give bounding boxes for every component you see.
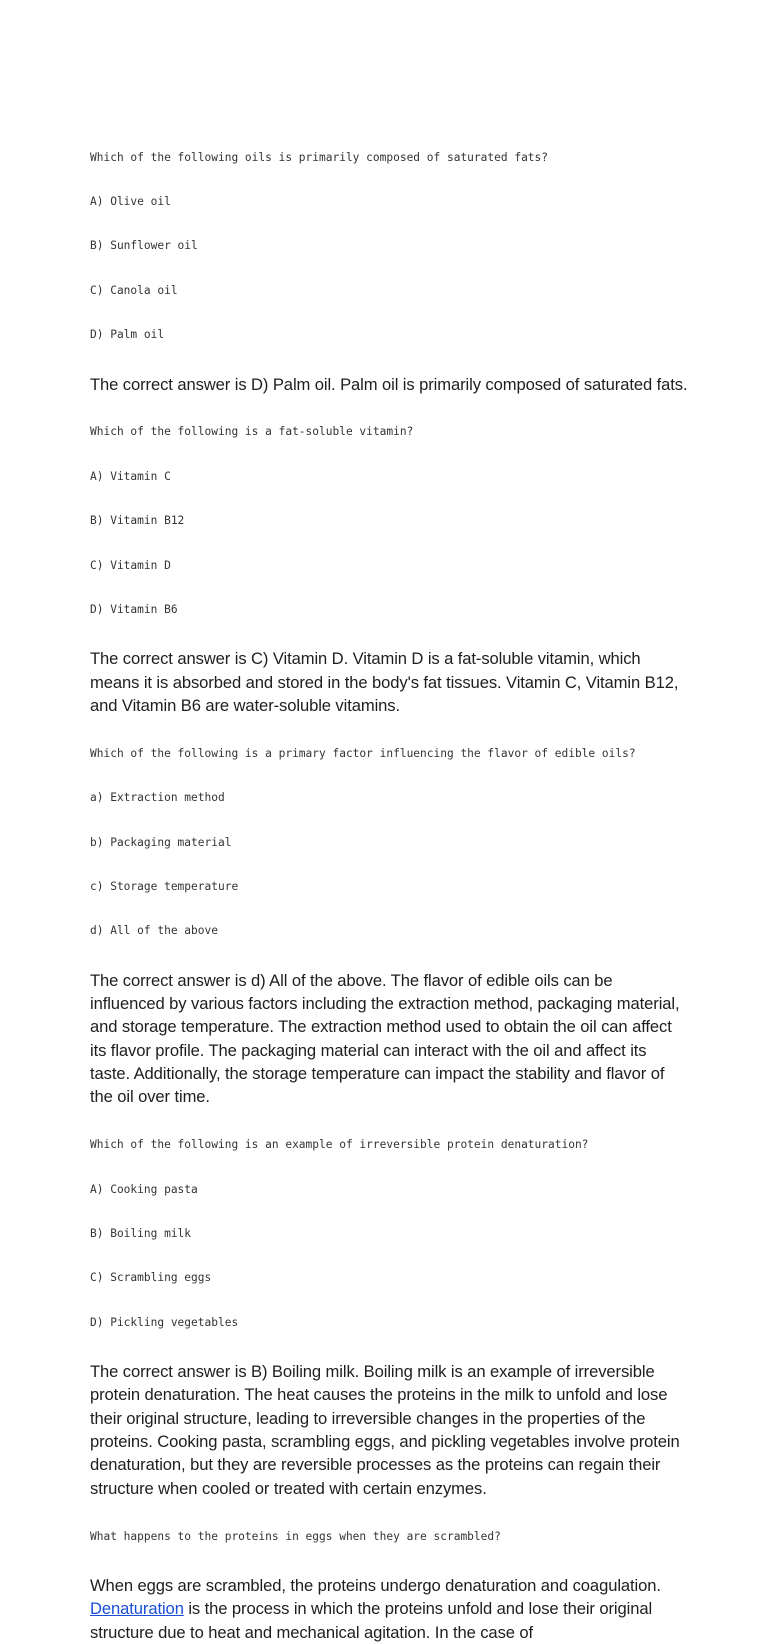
option-c: C) Canola oil bbox=[90, 283, 178, 297]
answer-paragraph-3: The correct answer is d) All of the above. The flavor of edible oils can be influenced by various factors including the extraction method, packaging material, and storage temperature. The extraction method used to obtain the oil can affect its flavor profile. The packaging material can interact with the oil and affect its taste. Additionally, the storage temperature can impact the stability and flavor of the oil over time. bbox=[90, 970, 680, 1107]
option-a: A) Olive oil bbox=[90, 194, 171, 208]
option-d: D) Palm oil bbox=[90, 328, 165, 342]
question-text: Which of the following is a fat-soluble vitamin? bbox=[90, 425, 414, 439]
option-a: A) Vitamin C bbox=[90, 469, 171, 483]
option-b: B) Sunflower oil bbox=[90, 239, 198, 253]
question-block-5 bbox=[90, 1500, 690, 1574]
option-c: C) Vitamin D bbox=[90, 558, 171, 572]
answer-paragraph-5 bbox=[90, 1574, 690, 1644]
option-d: D) Pickling vegetables bbox=[90, 1315, 239, 1329]
option-c: C) Scrambling eggs bbox=[90, 1271, 212, 1285]
question-text: Which of the following is an example of irreversible protein denaturation? bbox=[90, 1138, 589, 1152]
question-text: What happens to the proteins in eggs when they are scrambled? bbox=[90, 1529, 501, 1543]
question-block-2 bbox=[90, 396, 690, 648]
option-b: B) Vitamin B12 bbox=[90, 514, 185, 528]
option-a: A) Cooking pasta bbox=[90, 1182, 198, 1196]
answer-text-end: is the process in which the proteins unfold and lose their original structure due to heat and mechanical agitation. In the case of bbox=[90, 1599, 653, 1642]
option-d: d) All of the above bbox=[90, 924, 218, 938]
question-block-1 bbox=[90, 121, 690, 373]
question-block-4 bbox=[90, 1109, 690, 1361]
document-page bbox=[90, 121, 690, 1644]
question-block-3 bbox=[90, 717, 690, 969]
answer-text-start: When eggs are scrambled, the proteins undergo denaturation and coagulation. bbox=[90, 1575, 661, 1595]
option-c: c) Storage temperature bbox=[90, 880, 239, 894]
option-b: b) Packaging material bbox=[90, 835, 232, 849]
question-text: Which of the following is a primary factor influencing the flavor of edible oils? bbox=[90, 746, 636, 760]
option-a: a) Extraction method bbox=[90, 791, 225, 805]
question-text: Which of the following oils is primarily composed of saturated fats? bbox=[90, 150, 549, 164]
answer-paragraph-4: The correct answer is B) Boiling milk. Boiling milk is an example of irreversible protein denaturation. The heat causes the proteins in the milk to unfold and lose their original structure, leading to irreversible changes in the properties of the proteins. Cooking pasta, scrambling eggs, and pickling vegetables involve protein denaturation, but they are reversible processes as the proteins can regain their structure when cooled or treated with certain enzymes. bbox=[90, 1362, 680, 1498]
option-d: D) Vitamin B6 bbox=[90, 603, 178, 616]
answer-paragraph-2: The correct answer is C) Vitamin D. Vitamin D is a fat-soluble vitamin, which means it is absorbed and stored in the body's fat tissues. Vitamin C, Vitamin B12, and Vitamin B6 are water-soluble vitamins. bbox=[90, 649, 679, 715]
option-b: B) Boiling milk bbox=[90, 1226, 192, 1240]
denaturation-link[interactable]: Denaturation bbox=[90, 1599, 184, 1619]
answer-paragraph-1: The correct answer is D) Palm oil. Palm oil is primarily composed of saturated fats. bbox=[90, 374, 688, 394]
